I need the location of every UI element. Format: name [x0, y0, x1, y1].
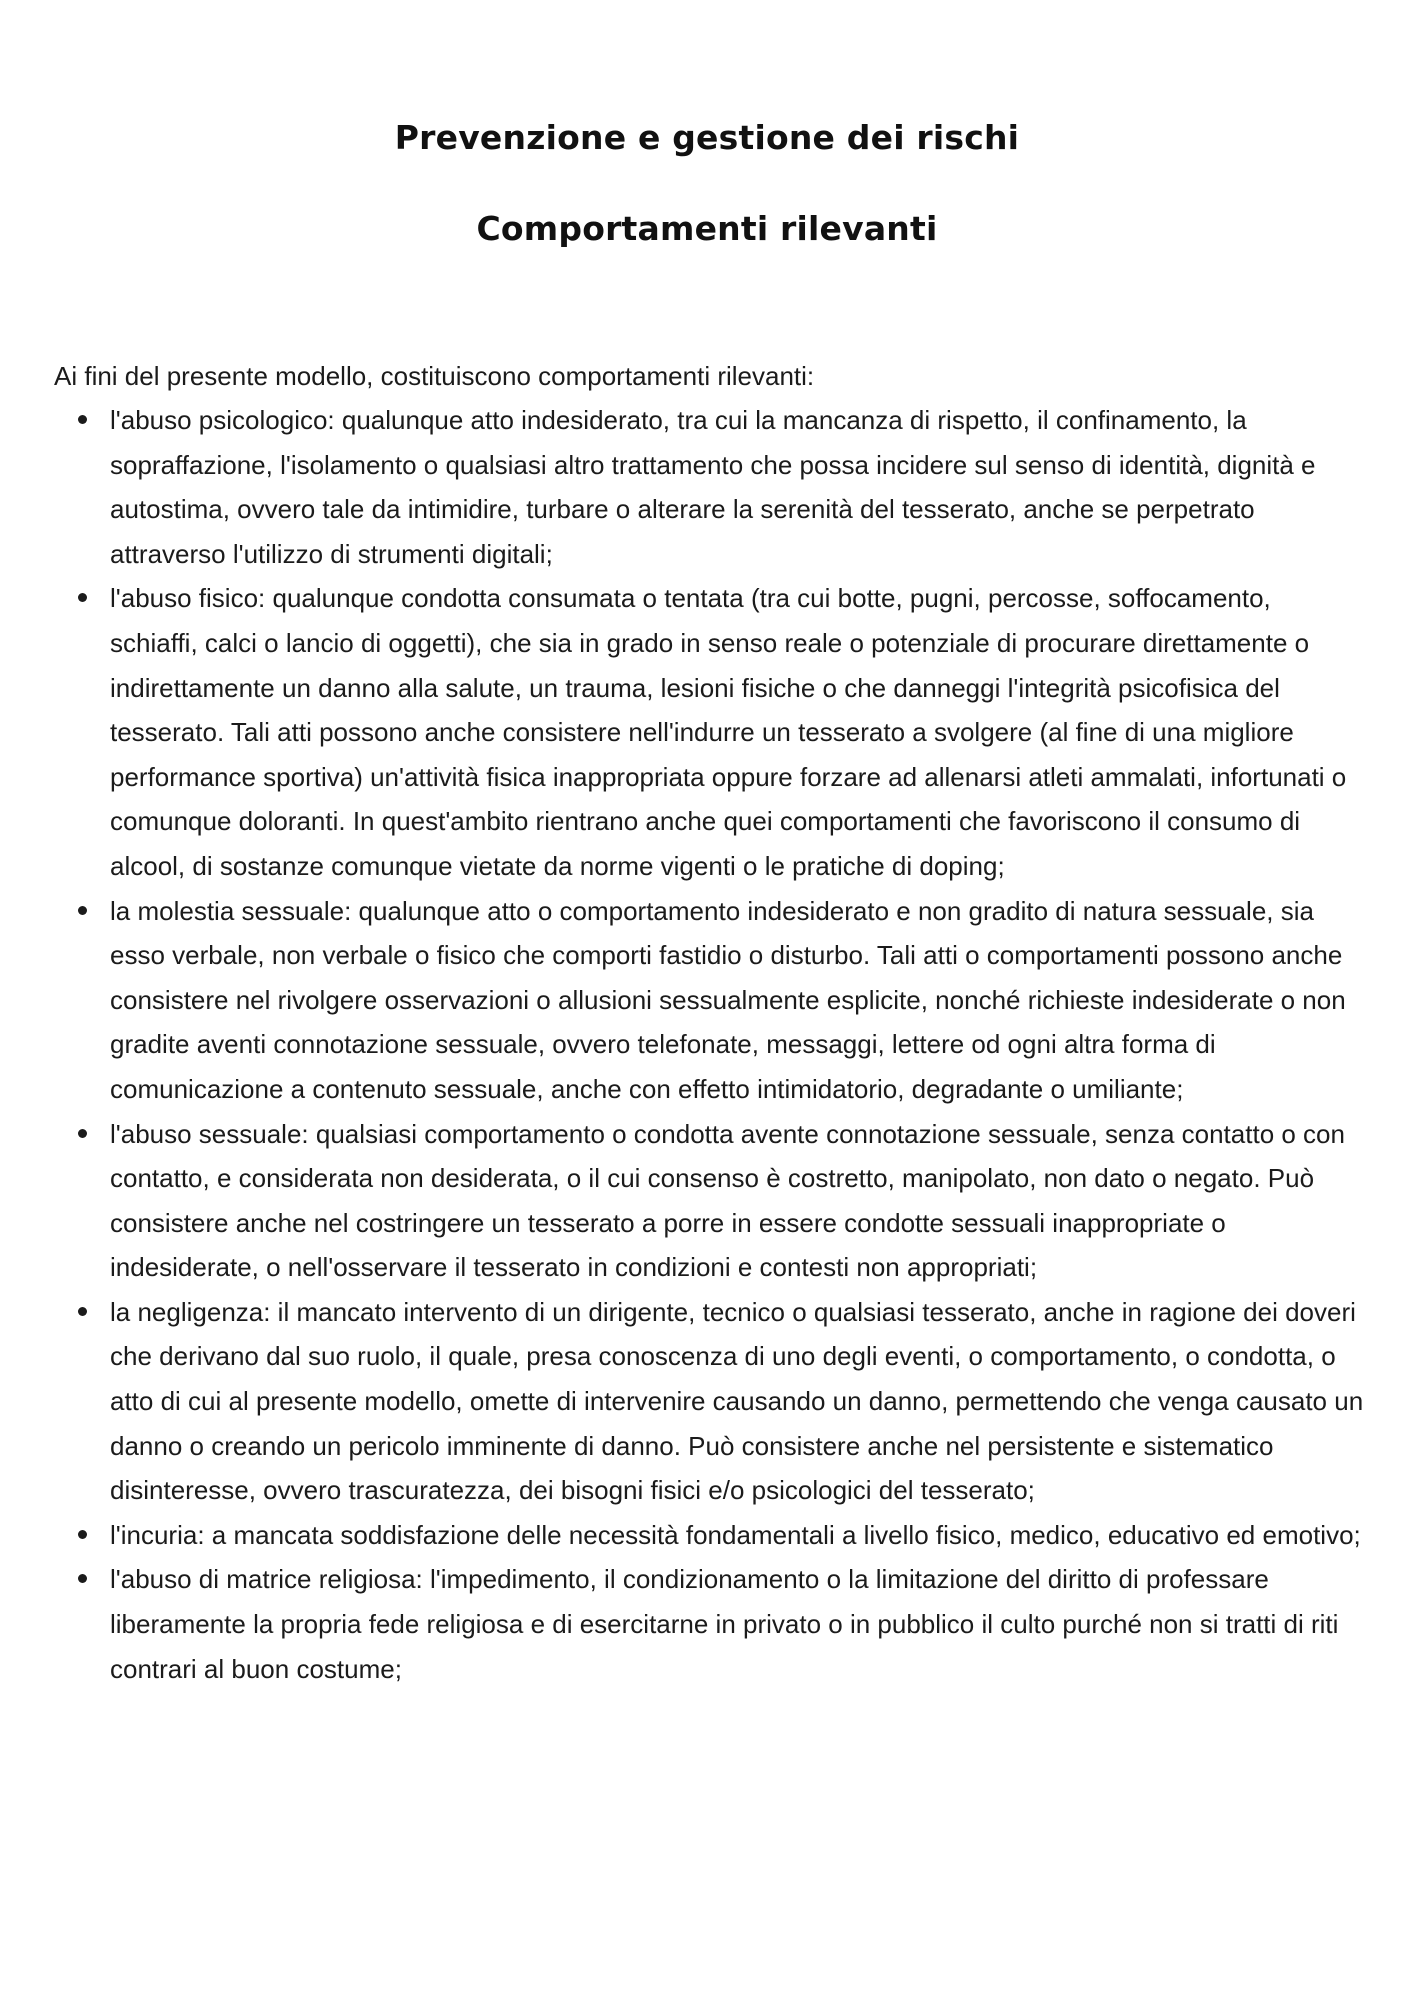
list-item	[54, 1557, 1364, 1691]
bullet-icon	[78, 593, 87, 602]
list-item-text: l'abuso sessuale: qualsiasi comportamento o condotta avente connotazione sessuale, senza contatto o con contatto, e considerata non desiderata, o il cui consenso è costretto, manipolato, non dato o negato. Può consistere anche nel costringere un tesserato a porre in essere condotte sessuali inappropriate o indesiderate, o nell'osservare il tesserato in condizioni e contesti non appropriati;	[110, 1118, 1345, 1283]
bullet-icon	[78, 1574, 87, 1583]
list-item-text: l'abuso di matrice religiosa: l'impedimento, il condizionamento o la limitazione del diritto di professare liberamente la propria fede religiosa e di esercitarne in privato o in pubblico il culto purché non si tratti di riti contrari al buon costume;	[110, 1564, 1339, 1684]
list-item-text: l'abuso fisico: qualunque condotta consumata o tentata (tra cui botte, pugni, percosse, soffocamento, schiaffi, calci o lancio di oggetti), che sia in grado in senso reale o potenziale di procurare direttamente o indirettamente un danno alla salute, un trauma, lesioni fisiche o che danneggi l'integrità psicofisica del tesserato. Tali atti possono anche consistere nell'indurre un tesserato a svolgere (al fine di una migliore performance sportiva) un'attività fisica inappropriata oppure forzare ad allenarsi atleti ammalati, infortunati o comunque doloranti. In quest'ambito rientrano anche quei comportamenti che favoriscono il consumo di alcool, di sostanze comunque vietate da norme vigenti o le pratiche di doping;	[110, 583, 1347, 881]
list-item	[54, 1513, 1364, 1558]
list-item-text: l'abuso psicologico: qualunque atto indesiderato, tra cui la mancanza di rispetto, il confinamento, la sopraffazione, l'isolamento o qualsiasi altro trattamento che possa incidere sul senso di identità, dignità e autostima, ovvero tale da intimidire, turbare o alterare la serenità del tesserato, anche se perpetrato attraverso l'utilizzo di strumenti digitali;	[110, 405, 1316, 569]
list-item	[54, 1290, 1364, 1513]
list-item-text: la negligenza: il mancato intervento di un dirigente, tecnico o qualsiasi tesserato, anche in ragione dei doveri che derivano dal suo ruolo, il quale, presa conoscenza di uno degli eventi, o comportamento, o condotta, o atto di cui al presente modello, omette di intervenire causando un danno, permettendo che venga causato un danno o creando un pericolo imminente di danno. Può consistere anche nel persistente e sistematico disinteresse, ovvero trascuratezza, dei bisogni fisici e/o psicologici del tesserato;	[110, 1296, 1364, 1506]
document-subtitle: Comportamenti rilevanti	[476, 209, 938, 248]
list-item	[54, 1112, 1364, 1290]
bullet-icon	[78, 1129, 87, 1138]
document-title: Prevenzione e gestione dei rischi	[394, 118, 1020, 157]
behaviors-list	[54, 398, 1364, 1691]
list-item-text: l'incuria: a mancata soddisfazione delle necessità fondamentali a livello fisico, medico, educativo ed emotivo;	[110, 1519, 1361, 1550]
bullet-icon	[78, 1530, 87, 1539]
list-item	[54, 576, 1364, 888]
bullet-icon	[78, 415, 87, 424]
intro-paragraph: Ai fini del presente modello, costituiscono comportamenti rilevanti:	[54, 361, 815, 391]
list-item	[54, 398, 1364, 576]
bullet-icon	[78, 906, 87, 915]
list-item-text: la molestia sessuale: qualunque atto o comportamento indesiderato e non gradito di natura sessuale, sia esso verbale, non verbale o fisico che comporti fastidio o disturbo. Tali atti o comportamenti possono anche consistere nel rivolgere osservazioni o allusioni sessualmente esplicite, nonché richieste indesiderate o non gradite aventi connotazione sessuale, ovvero telefonate, messaggi, lettere od ogni altra forma di comunicazione a contenuto sessuale, anche con effetto intimidatorio, degradante o umiliante;	[110, 895, 1346, 1104]
list-item	[54, 889, 1364, 1112]
bullet-icon	[78, 1307, 87, 1316]
